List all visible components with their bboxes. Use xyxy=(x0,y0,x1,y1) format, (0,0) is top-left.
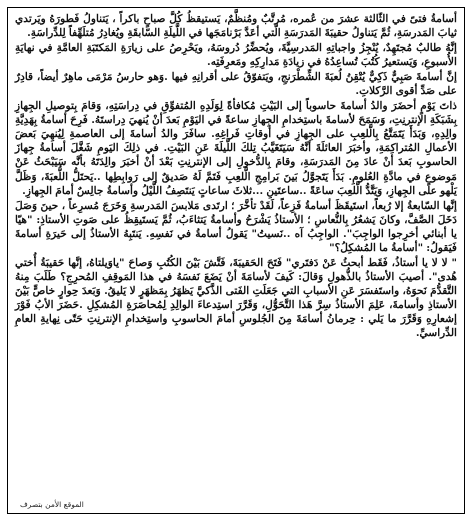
paragraph-6: " لا لا يا أستاذُ، فَقَط أبحثُ عَنْ دَفتَري" فَتَحَ الحَقيبَةَ، فَتَّشَ بَيْنَ الكُتُبِ وَصاحَ "ياوَيلتاهُ، إنَّها حَقيبَةُ أُختي هُدى". أصيبَ الأستاذُ بالذُّهولِ وَقالَ: كَيفَ لأسامَةَ أنْ يَضَعَ نَفسَهُ في هذا المَوقِفِ المُحرِجِ؟ طَلَبَ مِنهُ التَّقدُّمَ نَحوَهُ، واستَفسَرَ عَنِ الأسبابِ التي جَعَلَتِ الفَتى الذَّكيَّ يَظهَرُ بِمَظهَرٍ لا يَليقُ. وَبَعدَ حِوارٍ خاصٍّ بَيْنَ الأستاذِ وأسامةَ، عَلِمَ الأستاذُ سِرَّ هَذا التَّحَوُّلِ، وَقَرَّرَ استِدعاءَ الوالِدِ لِمُحاصَرَةِ المُشكِلِ .حَضَرَ الأبُ فَوْرَ إشعارِهِ وَقَرَّرَ ما يَلي : حِرمانُ أسامَةَ مِنَ الجُلوسِ أمامَ الحاسوبِ واستِخدامِ الإنترنِتِ حَتّى نِهايةِ العامِ الدِّراسيِّ. xyxy=(15,256,457,340)
source-credit: الموقع الأمن بتصرف xyxy=(20,500,84,509)
paragraph-5: إنَّها السّابعةُ إلا رُبعاً، استَيقَظَ أسامةُ فَزِعاً، لَقَدْ تأخَّرَ ؛ ارتَدى مَلابسَ المَدرسةِ وَخَرَجَ مُسرِعاً ، حينَ وَصَلَ دَخَلَ الصَّفَّ، وكانَ يَشعُرُ بِالنُّعاسِ ؛ الأستاذُ يَشْرَحُ وأسامةُ يَتثاءَبُ، ثُمَّ يَستَيقِظُ على صَوتِ الأستاذِ: "هيّا يا أبنائي أخرِجوا الواجِبَ". الواجِبُ آه ..نَسيتُ" يَقولُ أسامةُ في نَفسِهِ. يَنتَبِهُ الأستاذُ إلى حَيرَةِ أسامةَ فَيَقولُ: "أسامةُ ما المُشكِلُ؟" xyxy=(15,199,457,254)
paragraph-1: أسامةُ فتىً في الثّالثة عشرَ من عُمره، مُرتَّبٌ ومُنظَّمٌ، يَستيقظُ كُلَّ صباحٍ باكراً ، يَتناولُ فَطورَهُ ويَرتدي ثيابَ المَدرسَةِ، ثُمَّ يَتناولُ حقيبَةَ المَدرَسَةِ الَّتي أعَدَّ بَرْنامَجَها في اللَّيلَةِ السّابقَةِ ويُغادِرُ مُتلَهِّفاً لِلدِّراسَةِ. xyxy=(15,13,457,40)
article-frame xyxy=(7,7,465,514)
paragraph-3: إنَّ أسامةَ صَبِيٌّ ذَكِيٌّ يُتْقِنُ لُعبَةَ الشِّطْرَنجِ، ويَتفوّقُ على أقرانِهِ فيها .وَهو حارسُ مَرْمَى ماهِرٌ أيضاً، قادِرٌ على صَدِّ أقوى الرَّكلاتِ. xyxy=(15,71,457,98)
paragraph-2: إنَّهُ طالبٌ مُجتَهِدٌ، يُنْجِزُ واجباتِهِ المَدرسِيَّةَ، ويُحضِّرُ دُروسَهُ، ويَحْرِصُ على زيارَةِ المَكتَبَةِ العامَّةِ في نهايَةِ الأُسبوعِ، وَيَستعيرُ كُتُبَ تُساعِدُهُ في زيادَةِ مَدارِكِهِ ومَعرِفَتِه. xyxy=(15,42,457,69)
paragraph-4: ذاتَ يَوْمٍ أحضَرَ والدُ أسامةَ حاسوباً إلى البَيْتِ مُكافأةً لِوَلَدِهِ المُتفوِّقِ في دِراسَتِهِ، وَقامَ بِتوصيلِ الجِهازِ بِشَبَكَةِ الإنترنِتِ، وَسَمَحَ لأسامةَ باستِخدامِ الجِهازِ ساعةً في اليَوْمِ بَعدَ أنْ يُنهيَ دِراستَهُ. فَرِحَ أسامةُ بِهَدِيَّةِ والِدِهِ، وَبَدَأَ يَتَمَتَّعُ بِالَّلعِبِ على الجِهازِ في أوقاتِ فَراغِهِ. سافَرَ والدُ أسامةَ إلى العاصمةِ لِيُنهِيَ بَعضَ الأعمالِ المُتراكِمَةِ، وأخبَرَ العائلَةَ أنَّهُ سَيَتَغَيَّبُ تِلكَ اللَّيلَةَ عَنِ البَيْتِ. في ذلِكَ اليَومِ شَغَّلَ أسامةُ جِهازَ الحاسوبِ بَعدَ أنْ عادَ مِنَ المَدرَسَةِ، وقامَ بِالدُّخولِ إلى الإنترنِتِ بَعْدَ أنْ أخبَرَ والِدَتَهُ بأنَّه سَيَبْحَثُ عَنْ مَوضوعٍ في مادَّةِ العُلومِ. بَدَأَ يَتَجوَّلُ بَينَ بَرامِجِ الَّلعِبِ فَتَمَّ لَهُ صَديقٌ إلى رَوابِطِها ..يَحتَلُّ اللُّعبَةَ، وَظَلَّ يَلْهو على الجِهازِ، وَيَتَّدُّ الَّلعِبَ ساعَةً ..ساعتَينِ ...ثلاثَ ساعاتٍ يَنتَصِفُ اللَّيْلُ وأسامةُ جالِسٌ أمامَ الجِهازِ. xyxy=(15,100,457,197)
